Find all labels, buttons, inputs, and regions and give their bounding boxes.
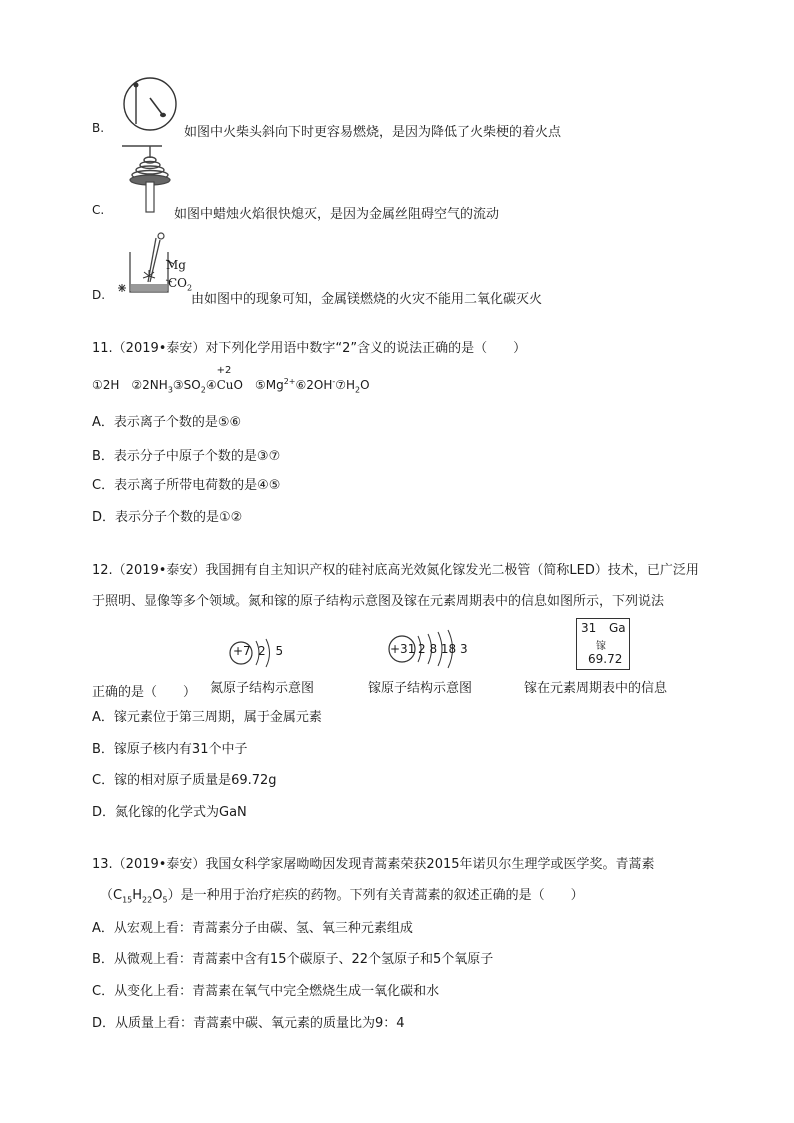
q12-option-a: A．镓元素位于第三周期，属于金属元素 [92, 710, 322, 725]
ga-shells-label: 2 8 18 3 [418, 642, 468, 656]
q12-stem-line1: 12.（2019•泰安）我国拥有自主知识产权的硅衬底高光效氮化镓发光二极管（简称LED）技术，已广泛用 [92, 563, 699, 578]
q12-stem-line3: 正确的是（ ） [92, 685, 197, 700]
q13-option-c: C．从变化上看：青蒿素在氧气中完全燃烧生成一氧化碳和水 [92, 984, 440, 999]
match-tilted [150, 98, 162, 114]
q11-stem: 11.（2019•泰安）对下列化学用语中数字“2”含义的说法正确的是（ ） [92, 341, 527, 356]
q10-option-b-text: 如图中火柴头斜向下时更容易燃烧，是因为降低了火柴梗的着火点 [184, 125, 562, 140]
table-caption: 镓在元素周期表中的信息 [524, 681, 668, 696]
q13-option-d: D．从质量上看：青蒿素中碳、氧元素的质量比为9：4 [92, 1016, 405, 1031]
match-figure-circle [124, 78, 176, 130]
q11-formula-line: ①2H $②2NH_3③SO_2④$ +2 CuO $⑤Mg^{2+}⑥2OH^-⑦H_2O$ [92, 365, 370, 395]
q12-option-d: D．氮化镓的化学式为GaN [92, 805, 247, 820]
q13-stem-line1: 13.（2019•泰安）我国女科学家屠呦呦因发现青蒿素荣获2015年诺贝尔生理学或医学奖。青蒿素 [92, 857, 655, 872]
ga-nucleus-label: +31 [390, 642, 416, 656]
co2-label: $CO_2$ [168, 276, 193, 293]
q12-stem-line2: 于照明、显像等多个领域。氮和镓的原子结构示意图及镓在元素周期表中的信息如图所示，下列说法 [92, 594, 665, 609]
mg-label: Mg [166, 258, 186, 272]
q11-option-c: C．表示离子所带电荷数的是④⑤ [92, 478, 281, 493]
tongs-tip [158, 233, 164, 239]
q11-option-b: B．表示分子中原子个数的是③⑦ [92, 449, 281, 464]
match-tilt-figure [120, 80, 184, 132]
n-caption: 氮原子结构示意图 [210, 681, 315, 696]
ga-atomic-mass: 69.72 [588, 652, 623, 666]
q10-option-b-letter: B. [92, 121, 105, 135]
q13-stem-line2: $(C_{15}H_{22}O_5)$是一种用于治疗疟疾的药物。下列有关青蒿素的叙述正确的是（ ） [100, 888, 584, 905]
candle-body [146, 182, 154, 212]
cu-with-valence: +2 Cu [216, 365, 234, 392]
star-mark [118, 284, 126, 292]
ga-symbol: Ga [609, 621, 626, 635]
n-shells-label: 2 5 [258, 644, 287, 658]
ga-caption: 镓原子结构示意图 [368, 681, 473, 696]
q13-option-a: A．从宏观上看：青蒿素分子由碳、氢、氧三种元素组成 [92, 921, 413, 936]
ga-name: 镓 [596, 641, 606, 652]
candle-coil-figure [118, 142, 180, 214]
q11-option-d: D．表示分子个数的是①② [92, 510, 243, 525]
n-nucleus-label: +7 [233, 644, 251, 658]
flask-bottom-layer [131, 284, 167, 291]
q10-option-d-letter: D. [92, 288, 106, 302]
q13-option-b: B．从微观上看：青蒿素中含有15个碳原子、22个氢原子和5个氧原子 [92, 952, 494, 967]
q10-option-c-text: 如图中蜡烛火焰很快熄灭，是因为金属丝阻碍空气的流动 [174, 207, 500, 222]
match-tilted-head [160, 113, 166, 117]
q10-option-d-text: 由如图中的现象可知，金属镁燃烧的火灾不能用二氧化碳灭火 [191, 292, 543, 307]
q11-option-a: A．表示离子个数的是⑤⑥ [92, 415, 242, 430]
ga-atomic-number: 31 [581, 621, 597, 635]
q12-option-c: C．镓的相对原子质量是69.72g [92, 773, 277, 788]
q12-option-b: B．镓原子核内有31个中子 [92, 742, 248, 757]
match-upright-head [134, 83, 139, 88]
q10-option-c-letter: C. [92, 203, 105, 217]
